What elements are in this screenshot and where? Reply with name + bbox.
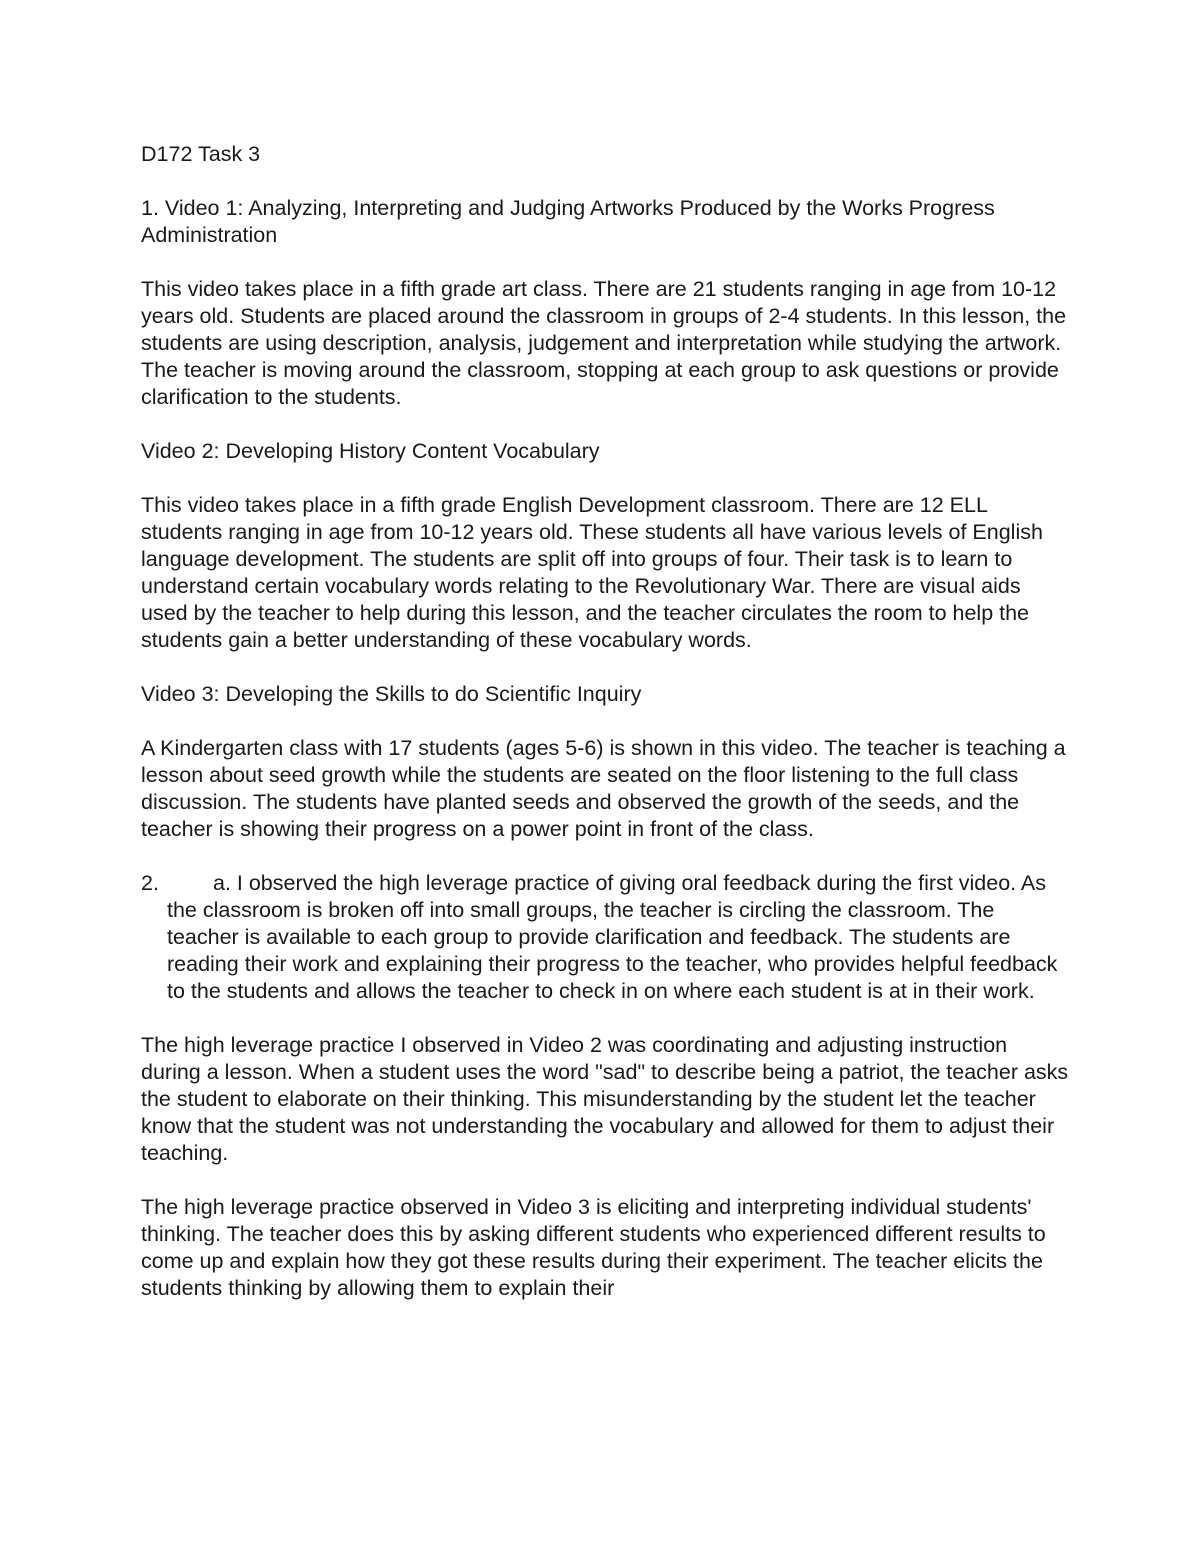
document-title: D172 Task 3 (141, 142, 261, 166)
video-1-description: This video takes place in a fifth grade art class. There are 21 students ranging in age from 10-12 years old. Students are placed around the classroom in groups of 2-4 students. In this lesson, the students are using description, analysis, judgement and interpretation while studying the artwork. The teacher is moving around the classroom, stopping at each group to ask questions or provide clarification to the students. (141, 277, 1067, 409)
video-3-practice: The high leverage practice observed in Video 3 is eliciting and interpreting individual students' thinking. The teacher does this by asking different students who experienced different results to come up and explain how they got these results during their experiment. The teacher elicits the students thinking by allowing them to explain their (141, 1195, 1046, 1300)
video-2-practice: The high leverage practice I observed in Video 2 was coordinating and adjusting instruction during a lesson. When a student uses the word "sad" to describe being a patriot, the teacher asks the student to elaborate on their thinking. This misunderstanding by the student let the teacher know that the student was not understanding the vocabulary and allowed for them to adjust their teaching. (141, 1033, 1069, 1165)
video-2-description: This video takes place in a fifth grade English Development classroom. There are 12 ELL students ranging in age from 10-12 years old. These students all have various levels of English language development. The students are split off into groups of four. Their task is to learn to understand certain vocabulary words relating to the Revolutionary War. There are visual aids used by the teacher to help during this lesson, and the teacher circulates the room to help the students gain a better understanding of these vocabulary words. (141, 493, 1043, 652)
video-3-description: A Kindergarten class with 17 students (ages 5-6) is shown in this video. The teacher is teaching a lesson about seed growth while the students are seated on the floor listening to the full class discussion. The students have planted seeds and observed the growth of the seeds, and the teacher is showing their progress on a power point in front of the class. (141, 736, 1066, 841)
question-1-heading: 1. Video 1: Analyzing, Interpreting and Judging Artworks Produced by the Works Progress Administration (141, 196, 995, 247)
question-2a-text: a. I observed the high leverage practice of giving oral feedback during the first video. As the classroom is broken off into small groups, the teacher is circling the classroom. The teacher is available to each group to provide clarification and feedback. The students are reading their work and explaining their progress to the teacher, who provides helpful feedback to the students and allows the teacher to check in on where each student is at in their work. (167, 871, 1058, 1003)
video-3-heading: Video 3: Developing the Skills to do Scientific Inquiry (141, 682, 642, 706)
question-2-number: 2. (141, 871, 159, 895)
video-2-heading: Video 2: Developing History Content Vocabulary (141, 439, 600, 463)
question-2-item (141, 870, 1071, 1005)
document-body (141, 141, 1071, 1329)
